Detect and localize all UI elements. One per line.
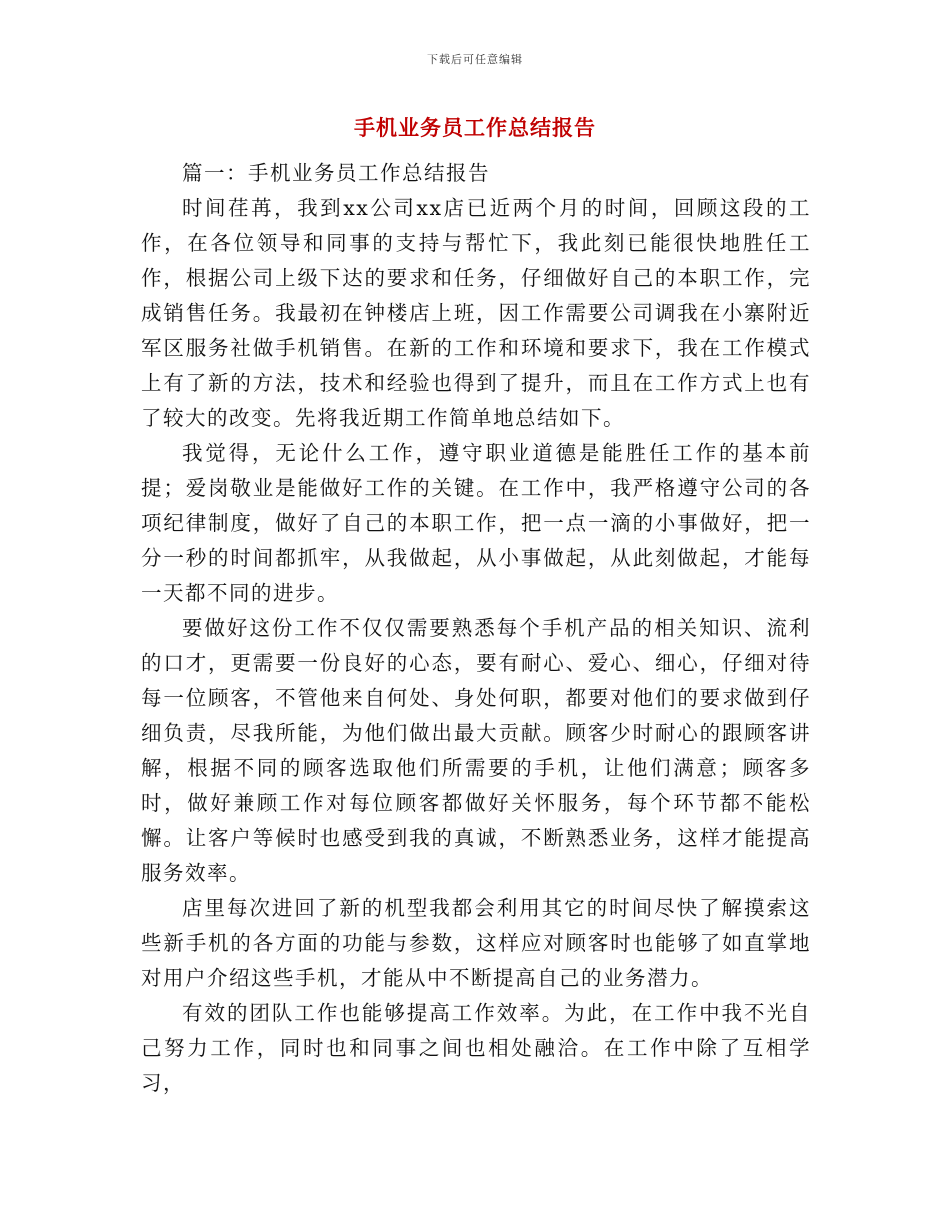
paragraph: 有效的团队工作也能够提高工作效率。为此，在工作中我不光自己努力工作，同时也和同事之间也相处融洽。在工作中除了互相学习， [141,1001,811,1095]
paragraph: 店里每次进回了新的机型我都会利用其它的时间尽快了解摸索这些新手机的各方面的功能与参数，这样应对顾客时也能够了如直掌地对用户介绍这些手机，才能从中不断提高自己的业务潜力。 [141,896,811,990]
paragraph: 我觉得，无论什么工作，遵守职业道德是能胜任工作的基本前提；爱岗敬业是能做好工作的关键。在工作中，我严格遵守公司的各项纪律制度，做好了自己的本职工作，把一点一滴的小事做好，把一分一秒的时间都抓牢，从我做起，从小事做起，从此刻做起，才能每一天都不同的进步。 [141,441,811,605]
paragraph: 要做好这份工作不仅仅需要熟悉每个手机产品的相关知识、流利的口才，更需要一份良好的心态，要有耐心、爱心、细心，仔细对待每一位顾客，不管他来自何处、身处何职，都要对他们的要求做到仔细负责，尽我所能，为他们做出最大贡献。顾客少时耐心的跟顾客讲解，根据不同的顾客选取他们所需要的手机，让他们满意；顾客多时，做好兼顾工作对每位顾客都做好关怀服务，每个环节都不能松懈。让客户等候时也感受到我的真诚，不断熟悉业务，这样才能提高服务效率。 [141,616,811,885]
document-title: 手机业务员工作总结报告 [354,116,596,140]
header-note: 下载后可任意编辑 [427,53,523,66]
paragraph: 时间荏苒，我到xx公司xx店已近两个月的时间，回顾这段的工作，在各位领导和同事的支持与帮忙下，我此刻已能很快地胜任工作，根据公司上级下达的要求和任务，仔细做好自己的本职工作，完成销售任务。我最初在钟楼店上班，因工作需要公司调我在小寨附近军区服务社做手机销售。在新的工作和环境和要求下，我在工作模式上有了新的方法，技术和经验也得到了提升，而且在工作方式上也有了较大的改变。先将我近期工作简单地总结如下。 [141,196,811,430]
document-body [141,156,811,1101]
section-subheading: 篇一：手机业务员工作总结报告 [182,161,490,185]
